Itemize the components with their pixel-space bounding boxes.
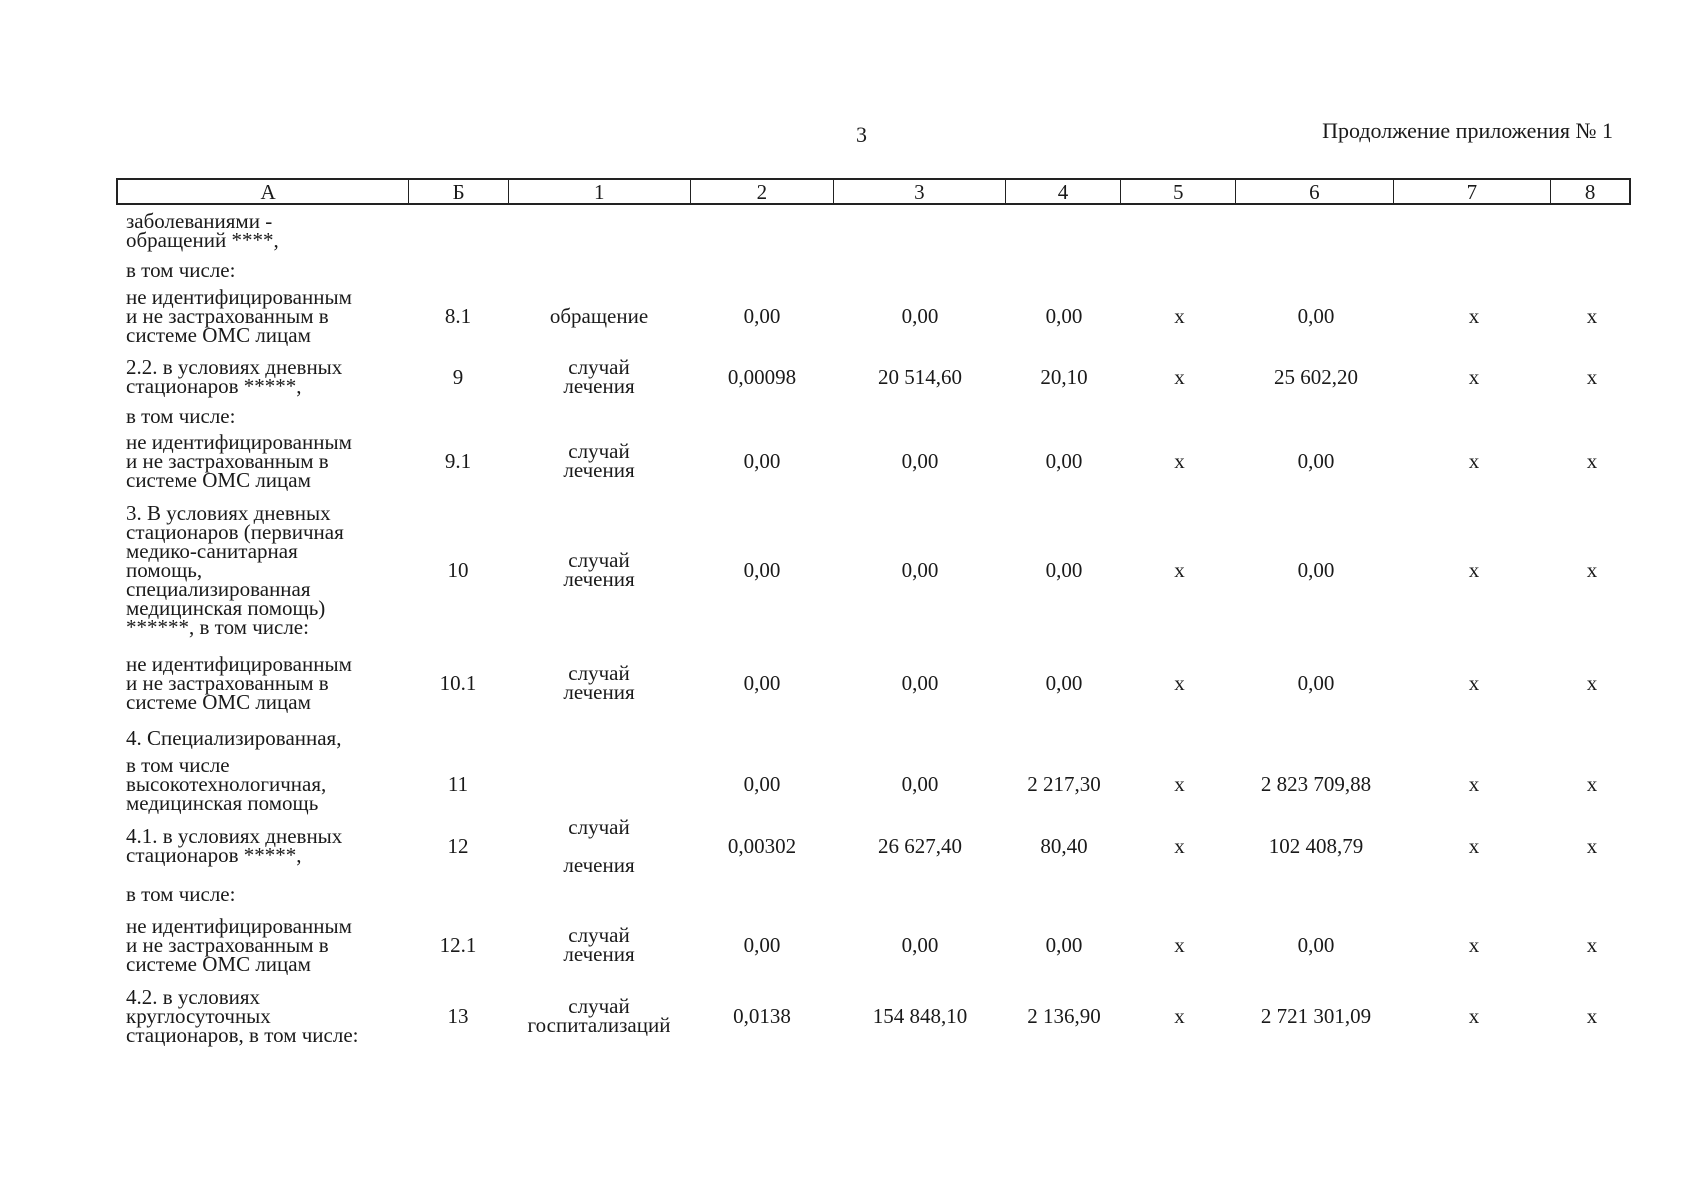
value-4-cell: 2 136,90 — [1027, 1003, 1101, 1028]
value-8-cell: х — [1586, 932, 1598, 957]
value-2-cell: 0,00 — [743, 932, 781, 957]
header-cell-4: 4 — [1006, 180, 1122, 203]
value-2-cell: 0,00 — [743, 771, 781, 796]
value-3-cell: 154 848,10 — [872, 1003, 968, 1028]
value-5-cell: х — [1174, 557, 1185, 582]
row-label-cell: 4.2. в условиях круглосуточных стационаров, в том числе: — [126, 984, 359, 1047]
row-label-cell: не идентифицированным и не застрахованным в системе ОМС лицам — [126, 651, 352, 714]
table-row — [116, 283, 1631, 349]
row-code-cell: 9.1 — [444, 448, 472, 473]
row-label-cell: в том числе: — [126, 257, 236, 282]
unit-cell: случай госпитализаций — [527, 994, 671, 1037]
table-row — [116, 752, 1631, 815]
value-3-cell: 0,00 — [901, 670, 939, 695]
unit-cell: случай лечения — [563, 439, 635, 482]
value-4-cell: 20,10 — [1040, 364, 1088, 389]
header-cell-6: 6 — [1236, 180, 1394, 203]
unit-cell: случай лечения — [563, 548, 635, 591]
value-7-cell: х — [1468, 833, 1480, 858]
value-6-cell: 2 823 709,88 — [1260, 771, 1372, 796]
row-label-cell: 3. В условиях дневных стационаров (первичная медико-санитарная помощь, специализированная медицинская помощь) ******, в том числе: — [126, 500, 344, 639]
value-7-cell: х — [1468, 557, 1480, 582]
value-3-cell: 26 627,40 — [878, 833, 962, 858]
value-4-cell: 0,00 — [1045, 303, 1083, 328]
value-5-cell: х — [1174, 670, 1185, 695]
table-row — [116, 495, 1631, 645]
value-4-cell: 2 217,30 — [1027, 771, 1101, 796]
row-code-cell: 10 — [447, 557, 469, 582]
value-6-cell: 0,00 — [1297, 448, 1335, 473]
value-6-cell: 0,00 — [1297, 557, 1335, 582]
row-code-cell: 13 — [447, 1003, 469, 1028]
value-5-cell: х — [1174, 448, 1185, 473]
value-2-cell: 0,00 — [743, 448, 781, 473]
table-body — [116, 205, 1631, 1051]
value-8-cell: х — [1586, 670, 1598, 695]
header-cell-8: 8 — [1584, 180, 1596, 204]
row-label-cell: в том числе: — [126, 881, 236, 906]
value-6-cell: 0,00 — [1297, 303, 1335, 328]
table-row — [116, 909, 1631, 981]
table-row — [116, 813, 1631, 879]
table-row — [116, 349, 1631, 405]
unit-cell: случай лечения — [563, 661, 635, 704]
value-5-cell: х — [1174, 771, 1185, 796]
header-cell-1: 1 — [509, 180, 691, 203]
value-8-cell: х — [1586, 1003, 1598, 1028]
row-code-cell: 8.1 — [444, 303, 472, 328]
value-3-cell: 0,00 — [901, 448, 939, 473]
value-4-cell: 80,40 — [1040, 833, 1088, 858]
table-row — [116, 645, 1631, 721]
unit-cell: обращение — [549, 303, 649, 328]
value-6-cell: 25 602,20 — [1274, 364, 1358, 389]
header-cell-5: 5 — [1121, 180, 1236, 203]
value-3-cell: 0,00 — [901, 771, 939, 796]
value-4-cell: 0,00 — [1045, 670, 1083, 695]
unit-cell: случай лечения — [563, 355, 635, 398]
header-cell-7: 7 — [1394, 180, 1552, 203]
value-7-cell: х — [1468, 771, 1480, 796]
table-row — [116, 721, 1631, 755]
table-row — [116, 205, 1631, 257]
header-cell-3: 3 — [834, 180, 1006, 203]
row-label-cell: в том числе: — [126, 403, 236, 428]
table-row — [116, 427, 1631, 495]
appendix-continuation-note: Продолжение приложения № 1 — [1322, 118, 1613, 143]
value-3-cell: 0,00 — [901, 932, 939, 957]
value-7-cell: х — [1468, 1003, 1480, 1028]
value-8-cell: х — [1586, 833, 1598, 858]
header-cell-2: 2 — [691, 180, 835, 203]
value-7-cell: х — [1468, 364, 1480, 389]
row-label-cell: заболеваниями - обращений ****, — [126, 209, 279, 252]
value-4-cell: 0,00 — [1045, 448, 1083, 473]
table-row — [116, 981, 1631, 1051]
value-8-cell: х — [1586, 557, 1598, 582]
value-6-cell: 2 721 301,09 — [1260, 1003, 1372, 1028]
value-3-cell: 0,00 — [901, 303, 939, 328]
value-8-cell: х — [1586, 448, 1598, 473]
unit-cell: случай лечения — [563, 923, 635, 966]
value-2-cell: 0,0138 — [733, 1003, 791, 1028]
value-5-cell: х — [1174, 364, 1185, 389]
table-row — [116, 405, 1631, 427]
value-8-cell: х — [1586, 771, 1598, 796]
row-label-cell: не идентифицированным и не застрахованным в системе ОМС лицам — [126, 429, 352, 492]
value-2-cell: 0,00302 — [727, 833, 797, 858]
row-code-cell: 10.1 — [439, 670, 477, 695]
unit-cell: случай лечения — [563, 814, 635, 877]
value-5-cell: х — [1174, 833, 1185, 858]
value-4-cell: 0,00 — [1045, 932, 1083, 957]
row-label-cell: 4. Специализированная, — [126, 725, 342, 750]
value-5-cell: х — [1174, 932, 1185, 957]
page-number: 3 — [856, 122, 867, 147]
value-2-cell: 0,00098 — [727, 364, 797, 389]
value-7-cell: х — [1468, 932, 1480, 957]
value-6-cell: 0,00 — [1297, 932, 1335, 957]
table-row — [116, 257, 1631, 283]
header-cell-b: Б — [409, 180, 509, 203]
row-label-cell: 2.2. в условиях дневных стационаров *****, — [126, 355, 343, 398]
row-code-cell: 12.1 — [439, 932, 477, 957]
value-2-cell: 0,00 — [743, 670, 781, 695]
row-label-cell: 4.1. в условиях дневных стационаров *****, — [126, 824, 343, 867]
value-6-cell: 102 408,79 — [1268, 833, 1364, 858]
row-label-cell: не идентифицированным и не застрахованным в системе ОМС лицам — [126, 284, 352, 347]
table-header — [116, 178, 1631, 205]
row-code-cell: 12 — [447, 833, 469, 858]
value-8-cell: х — [1586, 364, 1598, 389]
value-5-cell: х — [1174, 303, 1185, 328]
row-label-cell: в том числе высокотехнологичная, медицинская помощь — [126, 752, 327, 815]
table-row — [116, 879, 1631, 909]
value-2-cell: 0,00 — [743, 303, 781, 328]
value-7-cell: х — [1468, 670, 1480, 695]
value-5-cell: х — [1174, 1003, 1185, 1028]
value-7-cell: х — [1468, 448, 1480, 473]
header-cell-a: А — [118, 180, 409, 203]
value-3-cell: 20 514,60 — [878, 364, 962, 389]
row-label-cell: не идентифицированным и не застрахованным в системе ОМС лицам — [126, 913, 352, 976]
row-code-cell: 9 — [452, 364, 464, 389]
value-2-cell: 0,00 — [743, 557, 781, 582]
value-7-cell: х — [1468, 303, 1480, 328]
value-3-cell: 0,00 — [901, 557, 939, 582]
value-6-cell: 0,00 — [1297, 670, 1335, 695]
value-4-cell: 0,00 — [1045, 557, 1083, 582]
value-8-cell: х — [1586, 303, 1598, 328]
row-code-cell: 11 — [447, 771, 469, 796]
